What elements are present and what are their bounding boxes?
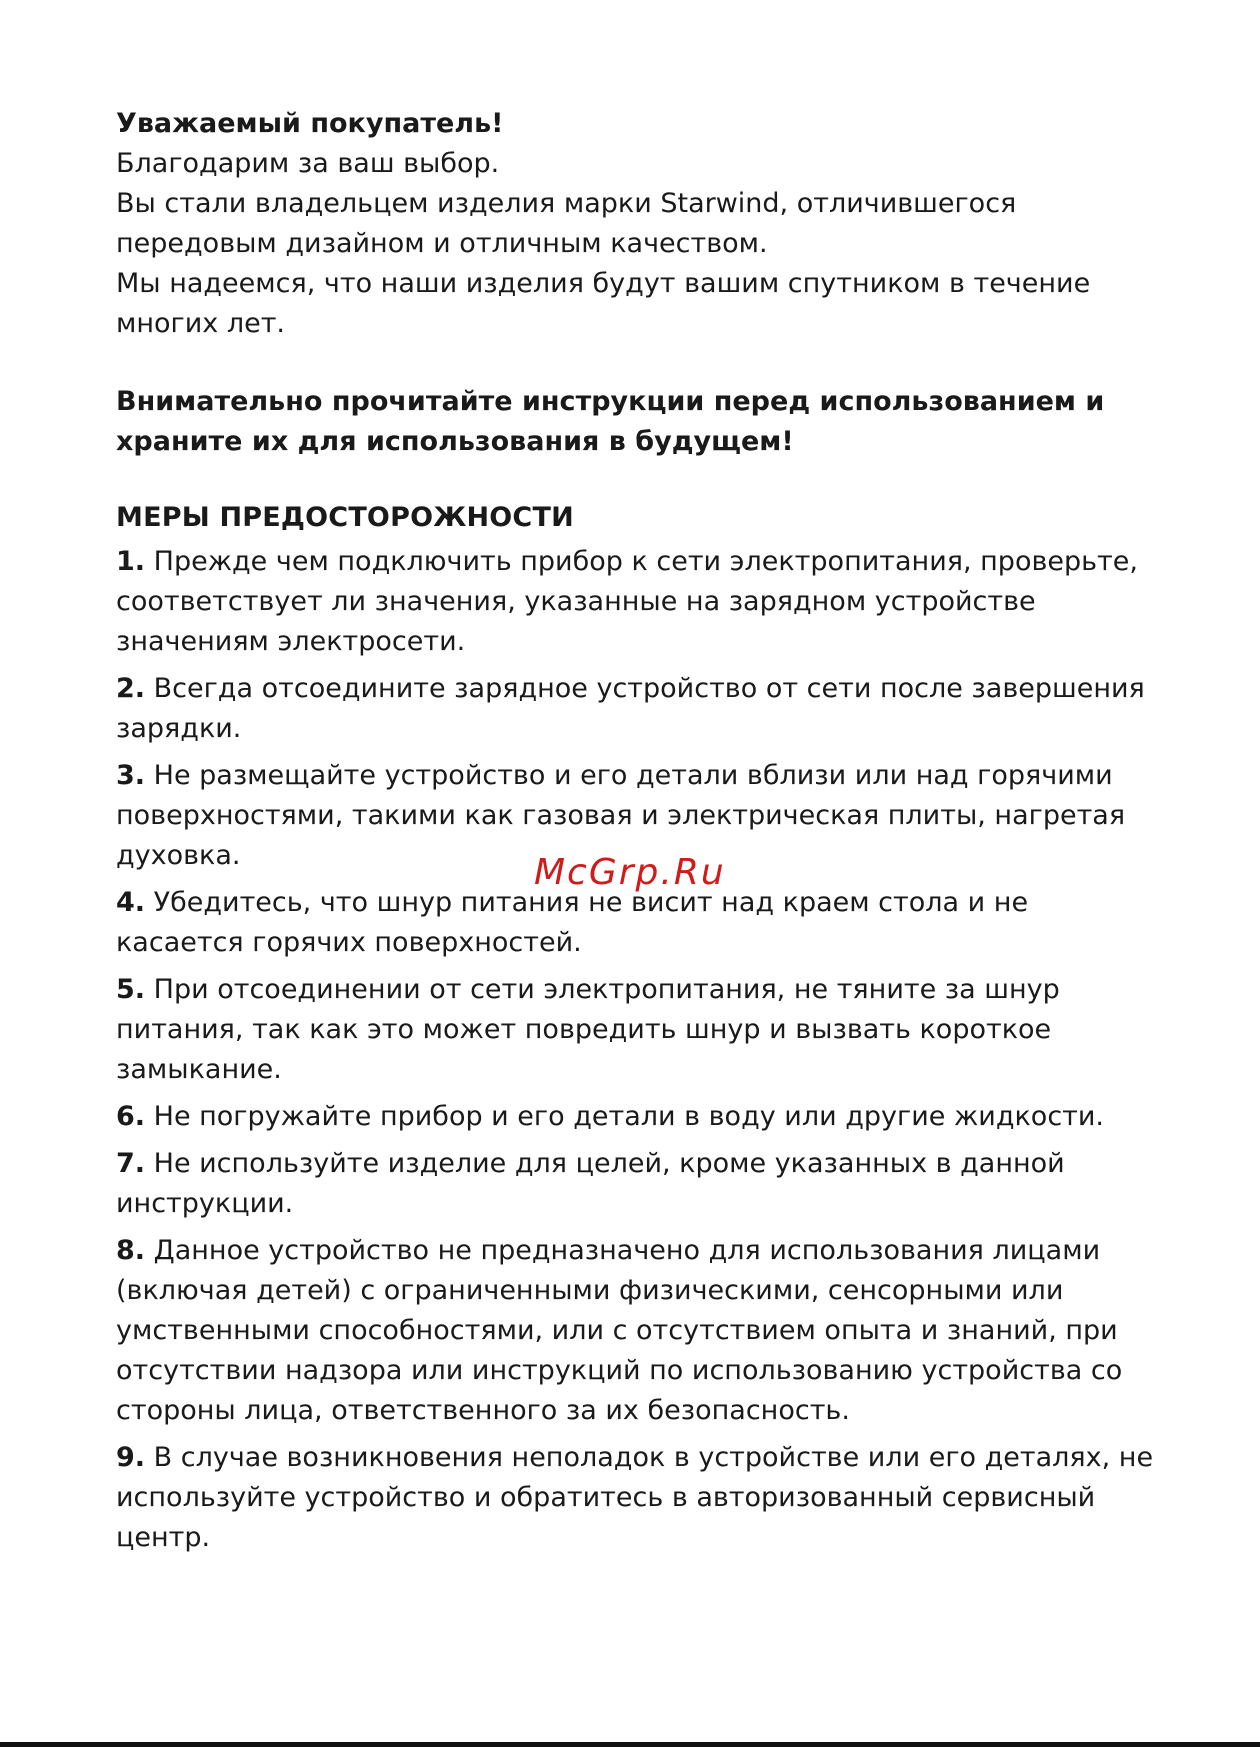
greeting-line: Мы надеемся, что наши изделия будут вашим спутником в течение многих лет. [116, 268, 1091, 339]
greeting-line: Благодарим за ваш выбор. [116, 148, 500, 179]
precaution-text: Всегда отсоедините зарядное устройство от сети после завершения зарядки. [116, 673, 1145, 744]
manual-page [116, 104, 1156, 1558]
precaution-text: Данное устройство не предназначено для использования лицами (включая детей) с ограниченными физическими, сенсорными или умственными способностями, или с отсутствием опыта и знаний, при отсутствии надзора или инструкций по использованию устройства со стороны лица, ответственного за их безопасность. [116, 1235, 1123, 1426]
precaution-number: 9. [116, 1442, 146, 1473]
precaution-text: Не погружайте прибор и его детали в воду или другие жидкости. [153, 1101, 1105, 1132]
read-instructions-notice: Внимательно прочитайте инструкции перед использованием и храните их для использования в будущем! [116, 386, 1105, 457]
precaution-text: Убедитесь, что шнур питания не висит над краем стола и не касается горячих поверхностей. [116, 887, 1029, 958]
precaution-text: При отсоединении от сети электропитания, не тяните за шнур питания, так как это может повредить шнур и вызвать короткое замыкание. [116, 974, 1060, 1085]
precaution-text: Не используйте изделие для целей, кроме указанных в данной инструкции. [116, 1148, 1065, 1219]
site-watermark: McGrp.Ru [534, 852, 726, 893]
precaution-item [116, 1231, 1156, 1431]
precaution-number: 6. [116, 1101, 146, 1132]
precaution-number: 5. [116, 974, 146, 1005]
precaution-number: 1. [116, 546, 146, 577]
precaution-number: 4. [116, 887, 146, 918]
precaution-item [116, 542, 1156, 662]
precaution-text: Не размещайте устройство и его детали вблизи или над горячими поверхностями, такими как газовая и электрическая плиты, нагретая духовка. [116, 760, 1126, 871]
bottom-divider [0, 1742, 1260, 1747]
precaution-number: 3. [116, 760, 146, 791]
greeting-line: Вы стали владельцем изделия марки Starwind, отличившегося передовым дизайном и отличным качеством. [116, 188, 1017, 259]
precautions-title: МЕРЫ ПРЕДОСТОРОЖНОСТИ [116, 502, 574, 533]
precaution-number: 7. [116, 1148, 146, 1179]
greeting-title: Уважаемый покупатель! [116, 108, 504, 139]
precaution-number: 2. [116, 673, 146, 704]
precaution-number: 8. [116, 1235, 146, 1266]
precaution-text: Прежде чем подключить прибор к сети электропитания, проверьте, соответствует ли значения, указанные на зарядном устройстве значениям электросети. [116, 546, 1138, 657]
precaution-item [116, 1144, 1156, 1224]
precaution-text: В случае возникновения неполадок в устройстве или его деталях, не используйте устройство и обратитесь в авторизованный сервисный центр. [116, 1442, 1154, 1553]
precaution-item [116, 1438, 1156, 1558]
precaution-item [116, 1097, 1156, 1137]
precaution-item [116, 669, 1156, 749]
precaution-item [116, 970, 1156, 1090]
precaution-item [116, 883, 1156, 963]
